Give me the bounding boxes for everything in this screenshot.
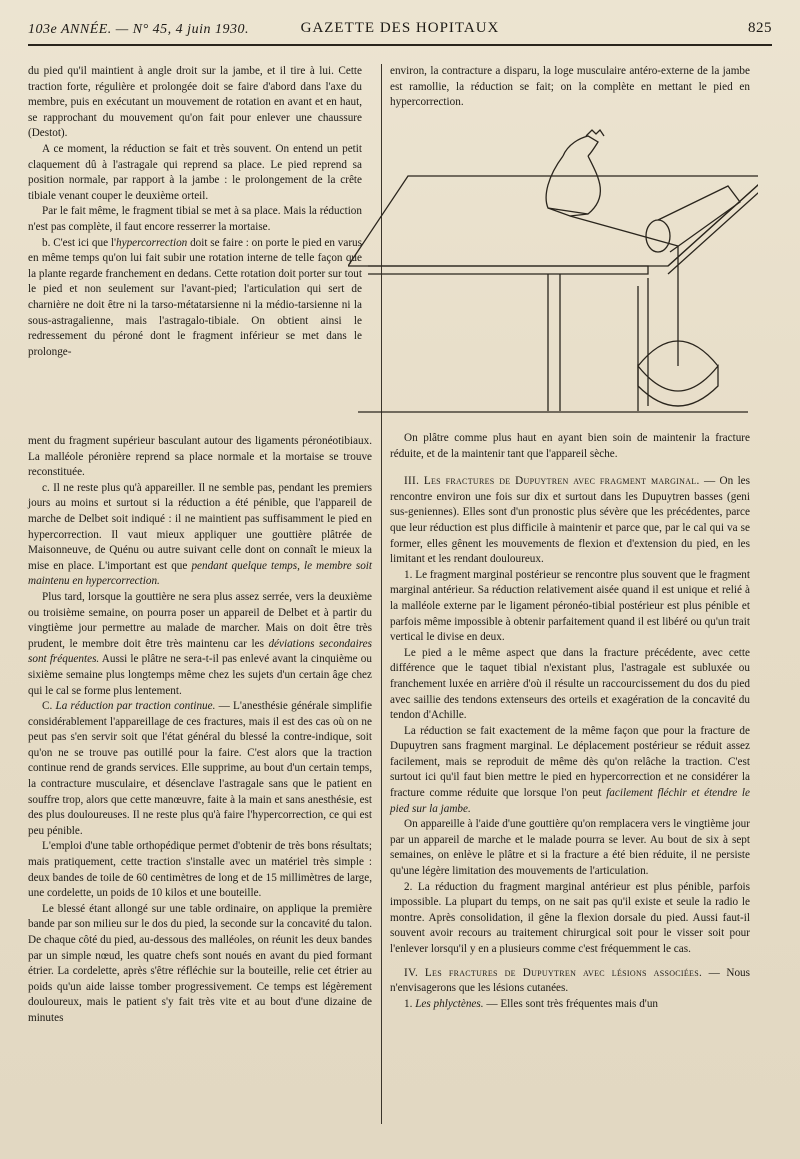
paragraph: b. C'est ici que l'hypercorrection doit se faire : on porte le pied en varus en même temps qu'on lui fait subir une rotation interne de telle façon que la plante regarde franchement en dedans. Cette rotation doit porter sur tout le pied et non seulement sur l'avant-pied; l'articulation qui sert de charnière ne doit être ni la tarso-métatarsienne ni la médio-tarsienne ni la sous-astragalienne, mais l'astragalo-tibiale. On obtient ainsi le redressement du péroné dont le fragment inférieur se met dans le prolonge- — [28, 236, 363, 358]
paragraph: ment du fragment supérieur basculant autour des ligaments péronéotibiaux. La malléole péronière reprend sa place normale et la mortaise se trouve reconstituée. — [28, 435, 372, 479]
section-heading-iii: III. Les fractures de Dupuytren avec fragment marginal. — On les rencontre environ une fois sur dix et surtout dans les Dupuytren basses (geni sus-geniennes). Elles sont d'un pronostic plus sévère que les précédentes, parce que leur réduction est plus difficile à maintenir et parce que, par le cal qui va se former, elles gênent les mouvements de flexion et d'extension du pied, en les limitant et les rendant douloureux. — [390, 475, 750, 566]
paragraph: du pied qu'il maintient à angle droit sur la jambe, et il tire à lui. Cette traction forte, régulière et prolongée doit se faire d'abord dans l'axe du membre, puis en exécutant un mouvement de rotation en avant et en haut, se rapprochant du mouvement qu'on fait pour enlever une chaussure (Destot). — [28, 65, 362, 140]
paragraph: Par le fait même, le fragment tibial se met à sa place. Mais la réduction n'est pas complète, il faut encore resserrer la mortaise. — [28, 205, 362, 233]
paragraph: environ, la contracture a disparu, la loge musculaire antéro-externe de la jambe est ramollie, la réduction se fait; on la complète en mettant le pied en hypercorrection. — [390, 65, 750, 109]
header-rule — [28, 44, 772, 46]
traction-apparatus-figure — [348, 116, 758, 416]
toes — [586, 130, 604, 136]
issue-line: 103e ANNÉE. — N° 45, 4 juin 1930. — [28, 22, 249, 37]
paragraph: Le blessé étant allongé sur une table ordinaire, on applique la première bande par son milieu sur le dos du pied, la seconde sur la concavité du talon. De chaque côté du pied, au-dessous des malléoles, on réunit les deux bandes par un simple nœud, les quatre chefs sont noués en avant du pied formant étrier. La cordelette, après s'être réfléchie sur la bouteille, relie cet étrier au poids qu'un aide laisse tomber progressivement. Ce temps est légèrement douloureux, mais le patient s'y fait très vite et au bout d'une dizaine de minutes — [28, 902, 372, 1024]
paragraph: C. La réduction par traction continue. — L'anesthésie générale simplifie considérablement l'appareillage de ces fractures, mais il est des cas où on ne peut pas s'en servir soit que l'état général du blessé la contre-indique, soit qu'on ne se trouve pas outillé pour la faire. C'est alors que la traction continue rend de grands services. Elle supprime, au bout d'un certain temps, la contracture musculaire, et désenclave l'astragale sans que le patient en souffre trop, alors que cette manœuvre, faite à la main et sans anesthésie, est des plus douloureuses. Il ne reste plus qu'à faire l'hypercorrection, ce qui est peu pénible. — [28, 700, 372, 837]
paragraph: La réduction se fait exactement de la même façon que pour la fracture de Dupuytren sans fragment marginal. Le déplacement postérieur se réduit assez facilement, mais se reproduit de même dès qu'on relâche la traction. C'est surtout ici qu'il faut bien mettre le pied en hypercorrection et ne considérer la fracture comme réduite que lorsque l'on peut facilement fléchir et étendre le pied sur la jambe. — [390, 724, 750, 815]
right-column-lower — [390, 431, 750, 1012]
section-heading-iv: IV. Les fractures de Dupuytren avec lésions associées. — Nous n'envisagerons que les lésions cutanées. — [390, 966, 750, 995]
patient-leg — [546, 156, 600, 214]
paragraph: 2. La réduction du fragment marginal antérieur est plus pénible, parfois impossible. La plupart du temps, on ne sait pas qu'il existe et seule la radio le montre. Après consolidation, il gêne la flexion dorsale du pied. Aussi faut-il souvent avoir recours au traitement chirurgical soit pour le visser soit pour l'enlever lorsqu'il y en a plusieurs comme c'est fréquemment le cas. — [390, 880, 750, 955]
paragraph: On appareille à l'aide d'une gouttière qu'on remplacera vers le vingtième jour par un appareil de marche et le malade pourra se lever. Au bout de six à sept semaines, on enlève le plâtre et si la fracture a été bien réduite, il ne persiste qu'une légère limitation des mouvements de l'articulation. — [390, 818, 750, 878]
bottle — [646, 220, 670, 252]
table-top — [348, 176, 758, 266]
table-edge — [368, 266, 648, 274]
paragraph: 1. Les phlyctènes. — Elles sont très fréquentes mais d'un — [404, 997, 659, 1010]
journal-title: GAZETTE DES HOPITAUX — [300, 20, 500, 36]
paragraph: Plus tard, lorsque la gouttière ne sera plus assez serrée, vers la deuxième ou troisième semaine, on pourra poser un appareil de Delbet et à partir du vingtième jour permettre au malade de marcher. Mais on doit être très prudent, le membre doit être très maintenu car les déviations secondaires sont fréquentes. Aussi le plâtre ne sera-t-il pas enlevé avant la cinquième ou sixième semaine plus longtemps même chez les sujets d'un certain âge chez qui le cal se forme plus lentement. — [28, 590, 372, 697]
paragraph: A ce moment, la réduction se fait et très souvent. On entend un petit claquement dû à l'astragale qui reprend sa place. Le pied reprend sa position normale, par rapport à la jambe : le prolongement de la crête tibiale venant couper le deuxième orteil. — [28, 142, 362, 202]
table-front-edge — [668, 176, 758, 274]
paragraph: Le pied a le même aspect que dans la fracture précédente, avec cette différence que le taquet tibial n'existant plus, l'astragale est subluxée ou franchement luxée en arrière d'où il résulte un raccourcissement du dos du pied avec saillie des tendons extenseurs des orteils et exagération de la concavité du tendon d'Achille. — [390, 646, 750, 722]
paragraph: On plâtre comme plus haut en ayant bien soin de maintenir la fracture réduite, et de la maintenir tant que l'appareil sèche. — [390, 432, 750, 460]
bottle-body — [658, 186, 740, 252]
paragraph: c. Il ne reste plus qu'à appareiller. Il ne semble pas, pendant les premiers jours au moins et surtout si la réduction a été pénible, que l'appareil de marche de Delbet soit indiqué : il ne maintient pas suffisamment le pied en hypercorrection. Il vaut mieux appliquer une gouttière plâtrée de Maisonneuve, de Quénu ou autre suivant celle dont on connaît le mieux la mise en place. L'important est que pendant quelque temps, le membre soit maintenu en hypercorrection. — [28, 481, 372, 588]
left-column-top — [28, 64, 362, 360]
page-number: 825 — [748, 20, 772, 36]
left-column-lower — [28, 434, 372, 1027]
weight-bucket — [638, 366, 718, 406]
page-header — [28, 20, 772, 44]
paragraph: L'emploi d'une table orthopédique permet d'obtenir de très bons résultats; mais pratiquement, cette traction s'installe avec un matériel très simple : deux bandes de toile de 60 centimètres de long et de 15 millimètres de large, une cordelette, un poids de 10 kilos et une bouteille. — [28, 840, 372, 900]
right-column-top — [390, 64, 750, 111]
paragraph: 1. Le fragment marginal postérieur se rencontre plus souvent que le fragment marginal antérieur. Sa réduction relativement aisée quand il est unique et relié à la malléole externe par le ligament péronéo-tibial postérieur est plus pénible et parfois même impossible à obtenir parfaitement quand il est libéré ou qu'un trait vertical le divise en deux. — [390, 568, 750, 644]
patient-foot — [563, 136, 598, 156]
